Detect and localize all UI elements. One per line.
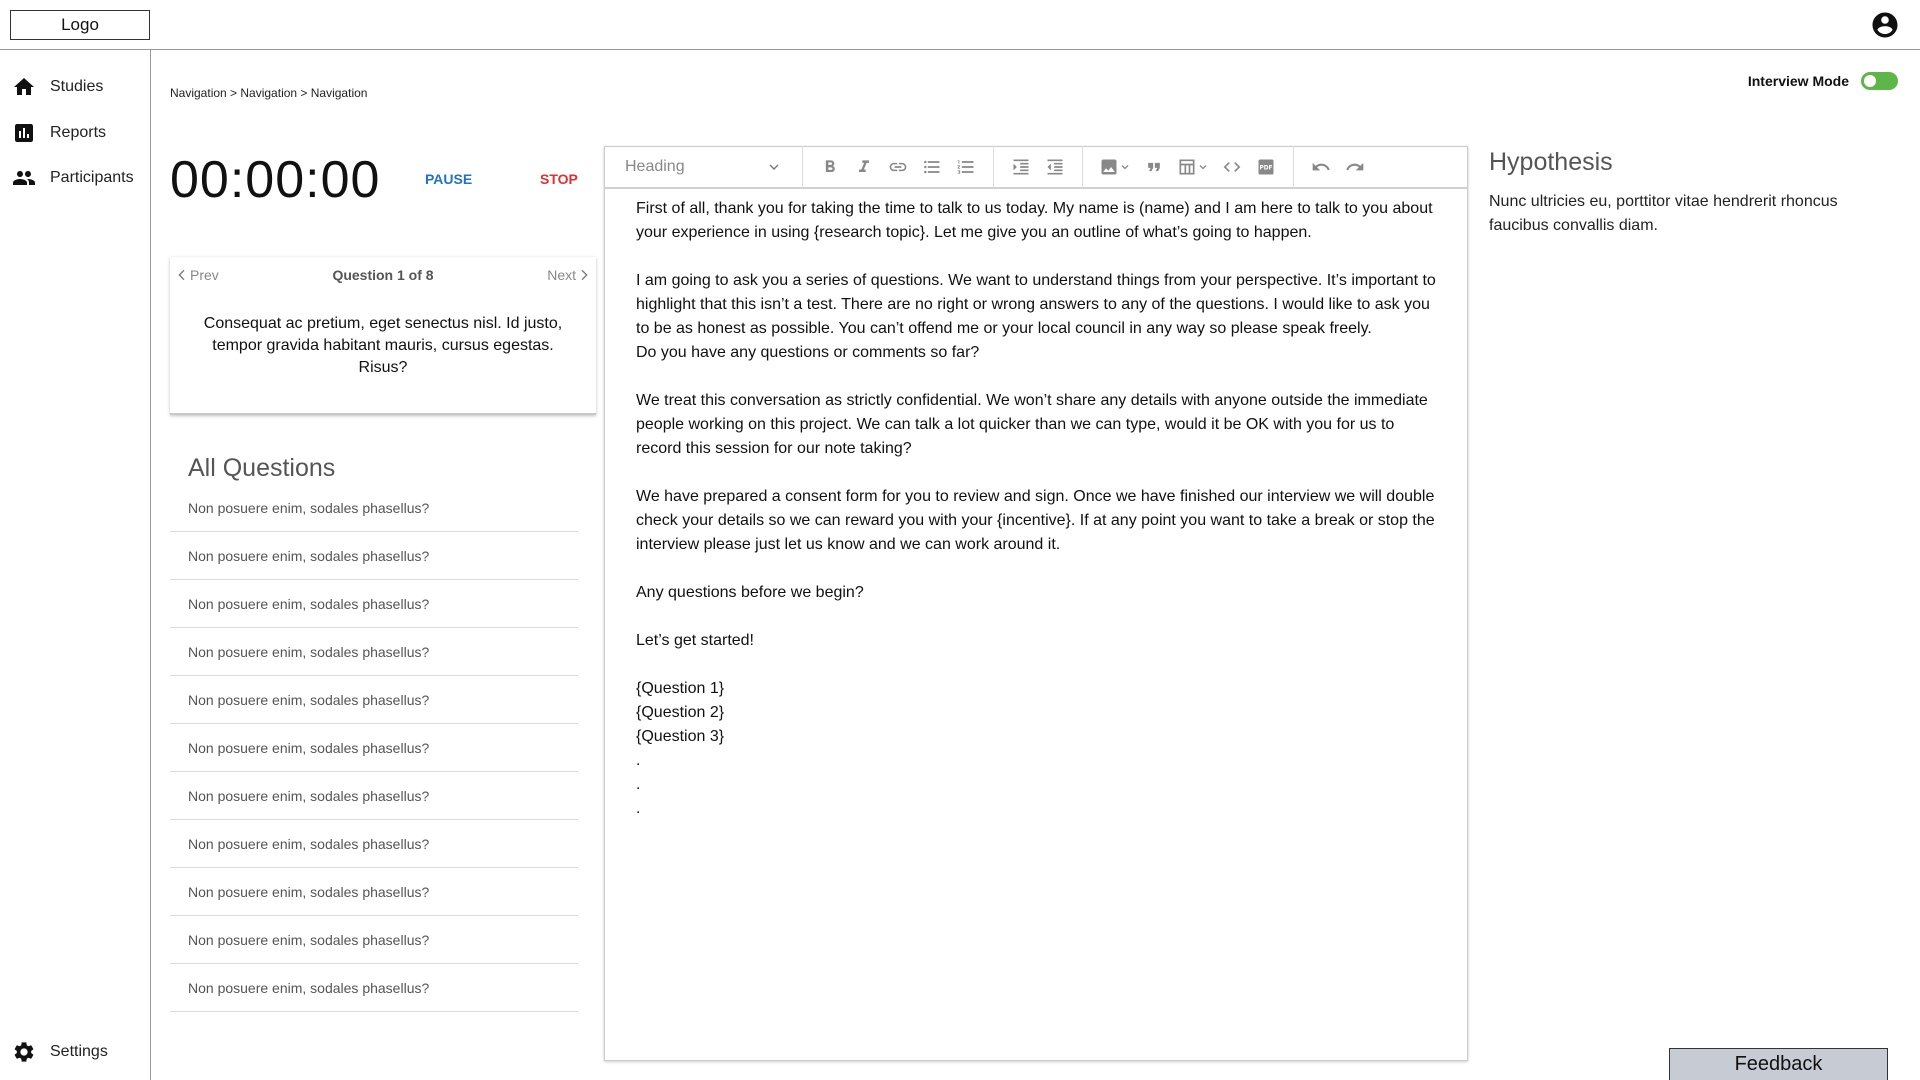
- toolbar-group-indent: [994, 146, 1083, 188]
- interview-mode: [1748, 72, 1898, 90]
- gear-icon: [12, 1040, 36, 1064]
- list-item[interactable]: Non posuere enim, sodales phasellus?: [170, 628, 578, 676]
- list-item[interactable]: Non posuere enim, sodales phasellus?: [170, 868, 578, 916]
- editor-paragraph: .: [636, 776, 641, 793]
- list-item[interactable]: Non posuere enim, sodales phasellus?: [170, 820, 578, 868]
- timer-display: 00:00:00: [170, 151, 381, 209]
- sidebar: [0, 50, 151, 1080]
- editor-toolbar: [605, 147, 1467, 189]
- sidebar-item-participants[interactable]: [12, 163, 134, 193]
- toolbar-group-insert: [1083, 146, 1294, 188]
- editor-paragraph: Any questions before we begin?: [636, 584, 864, 601]
- sidebar-item-reports[interactable]: [12, 118, 106, 148]
- bar-chart-icon: [12, 121, 36, 145]
- editor-paragraph: We have prepared a consent form for you to review and sign. Once we have finished our interview we will double check your details so we can reward you with your {incentive}. If at any point you want to take a break or stop the interview please just let us know and we can work around it.: [636, 488, 1435, 553]
- interview-mode-label: Interview Mode: [1747, 73, 1849, 89]
- list-item[interactable]: Non posuere enim, sodales phasellus?: [170, 724, 578, 772]
- chevron-down-icon: [1197, 161, 1209, 173]
- feedback-button[interactable]: Feedback: [1669, 1048, 1888, 1080]
- bold-icon: [820, 157, 840, 177]
- top-bar: [0, 0, 1920, 50]
- indent-icon: [1011, 157, 1031, 177]
- redo-button[interactable]: [1338, 152, 1372, 182]
- editor-paragraph: We treat this conversation as strictly confidential. We won’t share any details with anyone outside the immediate people working on this project. We can talk a lot quicker than we can type, would it be OK with you for us to record this session for our note taking?: [636, 392, 1428, 457]
- editor-paragraph: {Question 2}: [636, 704, 725, 721]
- toolbar-group-text: [803, 146, 994, 188]
- sidebar-item-label: Reports: [50, 124, 107, 141]
- current-question-card: [170, 257, 596, 415]
- indent-button[interactable]: [1004, 152, 1038, 182]
- next-question-button[interactable]: [547, 267, 592, 283]
- bold-button[interactable]: [813, 152, 847, 182]
- all-questions-title: All Questions: [188, 454, 336, 482]
- stop-button[interactable]: STOP: [540, 171, 578, 187]
- numbered-list-button[interactable]: [949, 152, 983, 182]
- insert-pdf-button[interactable]: [1249, 152, 1283, 182]
- quote-icon: [1144, 157, 1164, 177]
- svg-text:PDF: PDF: [1259, 165, 1273, 172]
- list-item[interactable]: Non posuere enim, sodales phasellus?: [170, 916, 578, 964]
- people-icon: [12, 166, 36, 190]
- bullet-list-button[interactable]: [915, 152, 949, 182]
- sidebar-item-studies[interactable]: [12, 72, 103, 102]
- current-question-text: Consequat ac pretium, eget senectus nisl. Id justo, tempor gravida habitant mauris, cursus egestas. Risus?: [203, 315, 563, 376]
- image-icon: [1099, 157, 1119, 177]
- sidebar-item-label: Settings: [50, 1043, 108, 1060]
- editor-paragraph: Do you have any questions or comments so far?: [636, 344, 980, 361]
- hypothesis-title: Hypothesis: [1489, 148, 1613, 176]
- breadcrumb[interactable]: Navigation > Navigation > Navigation: [170, 86, 368, 100]
- list-item[interactable]: Non posuere enim, sodales phasellus?: [170, 580, 578, 628]
- sidebar-item-label: Studies: [50, 78, 104, 95]
- pdf-icon: [1256, 157, 1276, 177]
- chevron-down-icon: [1119, 161, 1131, 173]
- script-editor: [604, 146, 1468, 1061]
- editor-paragraph: .: [636, 800, 641, 817]
- format-select[interactable]: [605, 146, 803, 188]
- outdent-icon: [1045, 157, 1065, 177]
- editor-content[interactable]: [605, 189, 1467, 821]
- link-icon: [888, 157, 908, 177]
- pause-button[interactable]: PAUSE: [425, 171, 473, 187]
- list-item[interactable]: Non posuere enim, sodales phasellus?: [170, 964, 578, 1012]
- editor-paragraph: {Question 3}: [636, 728, 725, 745]
- insert-table-button[interactable]: [1171, 152, 1215, 182]
- italic-icon: [854, 157, 874, 177]
- editor-paragraph: .: [636, 752, 641, 769]
- all-questions-list: [170, 484, 578, 1012]
- italic-button[interactable]: [847, 152, 881, 182]
- list-item[interactable]: Non posuere enim, sodales phasellus?: [170, 484, 578, 532]
- undo-button[interactable]: [1304, 152, 1338, 182]
- logo[interactable]: Logo: [10, 10, 150, 40]
- question-counter: Question 1 of 8: [332, 267, 434, 283]
- list-item[interactable]: Non posuere enim, sodales phasellus?: [170, 772, 578, 820]
- format-select-value: Heading: [625, 158, 685, 175]
- toggle-knob: [1864, 75, 1876, 87]
- sidebar-item-settings[interactable]: [12, 1037, 108, 1067]
- home-icon: [12, 75, 36, 99]
- editor-paragraph: {Question 1}: [636, 680, 725, 697]
- undo-icon: [1311, 157, 1331, 177]
- chevron-right-icon: [576, 267, 592, 283]
- hypothesis-text: Nunc ultricies eu, porttitor vitae hendrerit rhoncus faucibus convallis diam.: [1489, 193, 1838, 234]
- blockquote-button[interactable]: [1137, 152, 1171, 182]
- outdent-button[interactable]: [1038, 152, 1072, 182]
- toolbar-group-history: [1294, 146, 1382, 188]
- code-icon: [1222, 157, 1242, 177]
- chevron-down-icon: [766, 159, 782, 175]
- interview-mode-toggle[interactable]: [1861, 72, 1898, 90]
- sidebar-item-label: Participants: [50, 169, 134, 186]
- numbered-list-icon: [956, 157, 976, 177]
- editor-paragraph: First of all, thank you for taking the time to talk to us today. My name is (name) and I am here to talk to you about your experience in using {research topic}. Let me give you an outline of what’s going to happen.: [636, 200, 1433, 241]
- list-item[interactable]: Non posuere enim, sodales phasellus?: [170, 532, 578, 580]
- table-icon: [1177, 157, 1197, 177]
- prev-label: Prev: [190, 267, 219, 283]
- redo-icon: [1345, 157, 1365, 177]
- code-button[interactable]: [1215, 152, 1249, 182]
- editor-paragraph: I am going to ask you a series of questions. We want to understand things from your perspective. It’s important to highlight that this isn’t a test. There are no right or wrong answers to any of the questions. I would like to ask you to be as honest as possible. You can’t offend me or your local council in any way so please speak freely.: [636, 272, 1436, 337]
- link-button[interactable]: [881, 152, 915, 182]
- editor-paragraph: Let’s get started!: [636, 632, 754, 649]
- bullet-list-icon: [922, 157, 942, 177]
- next-label: Next: [547, 267, 576, 283]
- insert-image-button[interactable]: [1093, 152, 1137, 182]
- account-circle-icon[interactable]: [1870, 10, 1900, 40]
- list-item[interactable]: Non posuere enim, sodales phasellus?: [170, 676, 578, 724]
